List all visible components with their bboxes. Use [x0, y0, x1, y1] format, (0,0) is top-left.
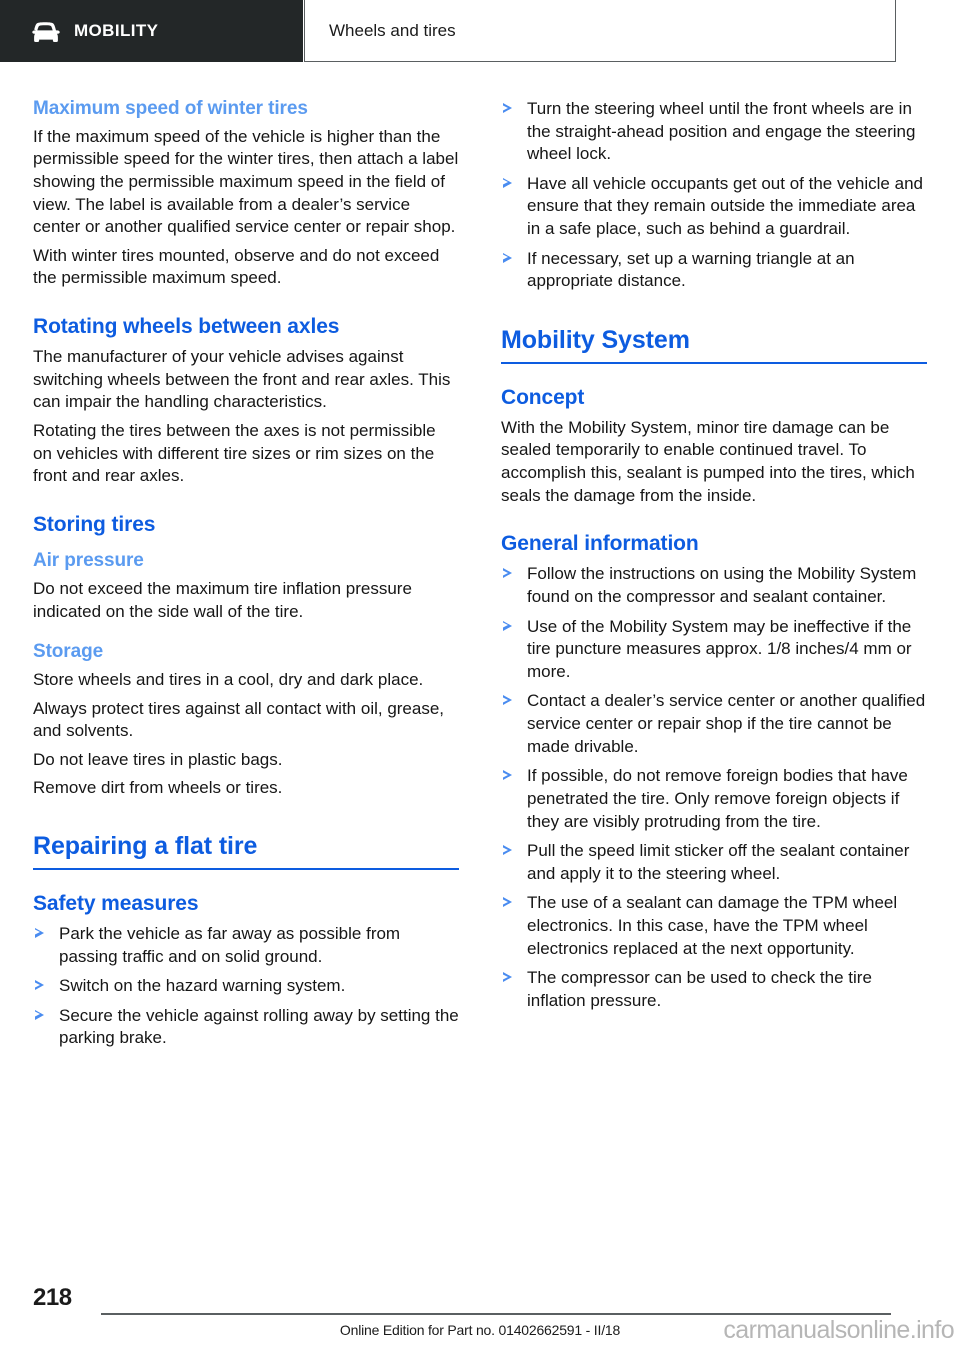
triangle-bullet-icon: [501, 967, 527, 982]
section-tab-wheels-and-tires[interactable]: [304, 0, 896, 62]
triangle-bullet-icon: [501, 248, 527, 263]
list-item-text: Use of the Mobility System may be ineffective if the tire puncture measures approx. 1/8 inches/4 mm or more.: [527, 616, 912, 681]
left-column: [33, 98, 459, 1057]
list-item-text: Pull the speed limit sticker off the sealant container and apply it to the steering wheel.: [527, 841, 910, 883]
list-item: [501, 690, 927, 758]
triangle-bullet-icon: [501, 616, 527, 631]
page-content: [33, 98, 927, 1057]
list-item-text: The use of a sealant can damage the TPM wheel electronics. In this case, have the TPM wheel electronics replaced at the next opportunity.: [527, 893, 898, 958]
section-rotating-wheels-between-axles: [33, 314, 459, 488]
subsection-general-information: [501, 531, 927, 1012]
chapter-heading: Mobility System: [501, 326, 927, 364]
right-column: [501, 98, 927, 1057]
safety-measures-list-continued: [501, 98, 927, 293]
triangle-bullet-icon: [33, 1005, 59, 1020]
paragraph: Always protect tires against all contact with oil, grease, and solvents.: [33, 698, 445, 741]
list-item-text: Park the vehicle as far away as possible from passing traffic and on solid ground.: [59, 923, 401, 966]
paragraph: Do not leave tires in plastic bags.: [33, 749, 283, 769]
list-item-text: Switch on the hazard warning system.: [59, 976, 346, 996]
list-item: [33, 975, 459, 998]
list-item: [501, 563, 927, 608]
brand-label: MOBILITY: [74, 21, 159, 40]
page-header: [0, 0, 960, 66]
subsection-heading: Air pressure: [33, 550, 144, 572]
list-item: [33, 1005, 459, 1050]
spacer: [33, 629, 459, 641]
safety-measures-list: [33, 923, 459, 1050]
list-item: [501, 892, 927, 960]
watermark: carmanualsonline.info: [723, 1316, 954, 1344]
list-item-text: If necessary, set up a warning triangle at an appropriate distance.: [527, 248, 855, 291]
triangle-bullet-icon: [501, 563, 527, 578]
subsection-heading: Concept: [501, 385, 585, 409]
section-heading: Storing tires: [33, 512, 156, 536]
triangle-bullet-icon: [501, 690, 527, 705]
spacer: [33, 494, 459, 512]
paragraph: With winter tires mounted, observe and do not exceed the permissible maximum speed.: [33, 245, 440, 288]
list-item-text: Contact a dealer’s service center or another qualified service center or repair shop if the tire cannot be made drivable.: [527, 691, 926, 756]
spacer: [33, 296, 459, 314]
paragraph: Do not exceed the maximum tire inflation pressure indicated on the side wall of the tire.: [33, 578, 412, 621]
chapter-heading: Repairing a flat tire: [33, 832, 459, 870]
spacer: [33, 806, 459, 832]
list-item-text: Have all vehicle occupants get out of the vehicle and ensure that they remain outside the immediate area in a safe place, such as behind a guardrail.: [527, 173, 923, 239]
paragraph: With the Mobility System, minor tire damage can be sealed temporarily to enable continued travel. To accomplish this, sealant is pumped into the tires, which seals the damage from the inside.: [501, 417, 915, 505]
subsection-heading: Safety measures: [33, 891, 199, 915]
subsection-storage: [33, 641, 459, 800]
list-item-text: Follow the instructions on using the Mobility System found on the compressor and sealant container.: [527, 564, 917, 607]
triangle-bullet-icon: [33, 923, 59, 938]
list-item: [501, 765, 927, 833]
list-item: [501, 98, 927, 166]
subsection-air-pressure: [33, 550, 459, 623]
section-storing-tires: [33, 512, 459, 800]
spacer: [501, 513, 927, 531]
triangle-bullet-icon: [501, 98, 527, 113]
section-repairing-a-flat-tire: [33, 832, 459, 1050]
section-heading: Maximum speed of winter tires: [33, 98, 308, 119]
list-item-text: Turn the steering wheel until the front wheels are in the straight-ahead position and engage the steering wheel lock.: [527, 99, 916, 164]
list-item: [501, 616, 927, 684]
section-maximum-speed-winter-tires: [33, 98, 459, 290]
spacer: [501, 300, 927, 326]
list-item-text: If possible, do not remove foreign bodies that have penetrated the tire. Only remove foreign objects if they are visibly protruding from the tire.: [527, 766, 908, 831]
triangle-bullet-icon: [501, 765, 527, 780]
subsection-heading: Storage: [33, 641, 104, 663]
brand-tab-mobility[interactable]: [0, 0, 303, 62]
list-item: [33, 923, 459, 968]
subsection-heading: General information: [501, 532, 699, 556]
page-footer: [0, 1276, 960, 1362]
paragraph: The manufacturer of your vehicle advises against switching wheels between the front and rear axles. This can impair the handling characteristics.: [33, 347, 451, 412]
paragraph: If the maximum speed of the vehicle is higher than the permissible speed for the winter tires, then attach a label showing the permissible maximum speed in the field of view. The label is available from a dealer’s service center or another qualified service center or repair shop.: [33, 126, 459, 237]
triangle-bullet-icon: [33, 975, 59, 990]
paragraph: Remove dirt from wheels or tires.: [33, 778, 283, 798]
paragraph: Rotating the tires between the axes is not permissible on vehicles with different tire sizes or rim sizes on the front and rear axles.: [33, 421, 436, 486]
section-mobility-system: [501, 326, 927, 1013]
list-item: [501, 173, 927, 241]
triangle-bullet-icon: [501, 173, 527, 188]
subsection-concept: [501, 385, 927, 508]
triangle-bullet-icon: [501, 892, 527, 907]
list-item: [501, 248, 927, 293]
list-item-text: Secure the vehicle against rolling away by setting the parking brake.: [59, 1005, 459, 1048]
triangle-bullet-icon: [501, 840, 527, 855]
list-item: [501, 967, 927, 1012]
page-number: 218: [33, 1284, 72, 1311]
list-item-text: The compressor can be used to check the tire inflation pressure.: [527, 968, 872, 1010]
section-tab-label: Wheels and tires: [329, 20, 456, 40]
section-heading: Rotating wheels between axles: [33, 315, 340, 339]
list-item: [501, 840, 927, 885]
car-front-icon: [28, 20, 62, 42]
general-information-list: [501, 563, 927, 1012]
footer-edition-note: Online Edition for Part no. 01402662591 - II/18: [339, 1322, 621, 1338]
paragraph: Store wheels and tires in a cool, dry and dark place.: [33, 669, 424, 689]
footer-divider: [101, 1313, 891, 1315]
